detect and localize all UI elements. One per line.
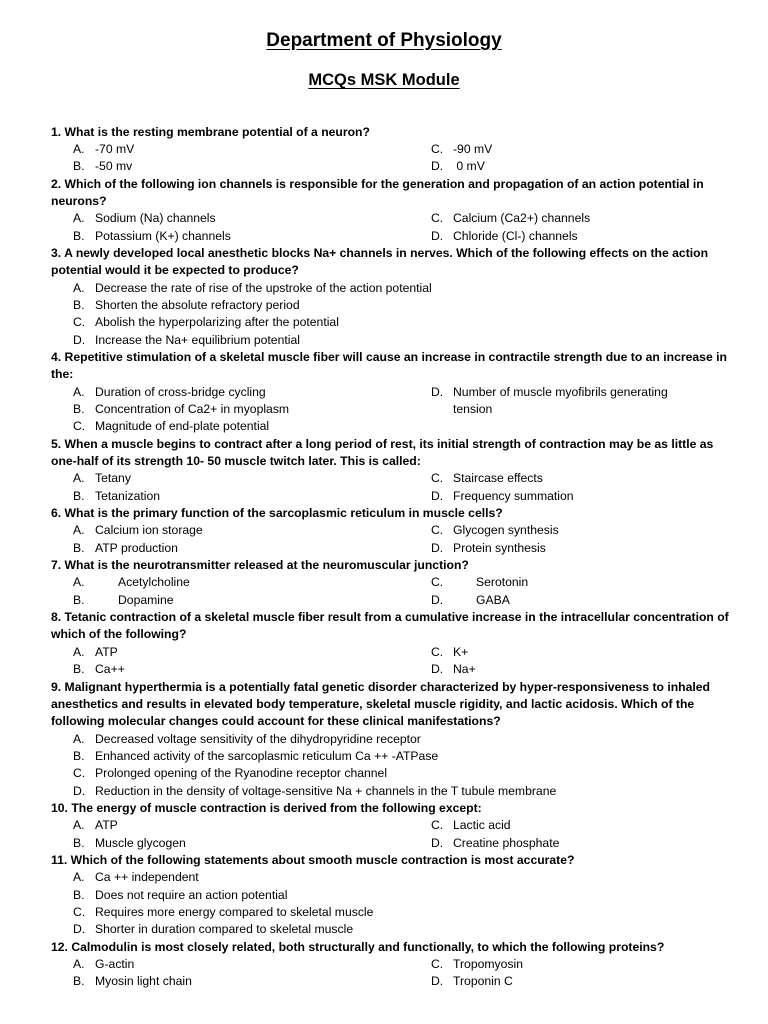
option-d: D. Reduction in the density of voltage-sensitive Na + channels in the T tubule membrane	[73, 783, 557, 798]
question-12	[51, 939, 731, 991]
option-b: B. Ca++	[73, 662, 125, 677]
option-b: B. Shorten the absolute refractory period	[73, 297, 300, 312]
question-text: 1. What is the resting membrane potential of a neuron?	[51, 124, 370, 139]
option-a: A. Duration of cross-bridge cycling	[73, 384, 266, 399]
question-text: 7. What is the neurotransmitter released at the neuromuscular junction?	[51, 558, 469, 573]
option-d: D. Number of muscle myofibrils generating tension	[431, 384, 668, 416]
option-b: B. Dopamine	[73, 592, 174, 607]
option-d: D. Chloride (Cl-) channels	[431, 228, 578, 243]
options	[51, 141, 731, 176]
option-c: C. Tropomyosin	[431, 957, 523, 971]
option-d: D. Na+	[431, 662, 476, 677]
option-b: B. Potassium (K+) channels	[73, 228, 231, 243]
option-a: A. -70 mV	[73, 141, 135, 156]
option-d: D. Shorter in duration compared to skeletal muscle	[73, 922, 354, 937]
question-text: 12. Calmodulin is most closely related, both structurally and functionally, to which the following proteins?	[51, 939, 665, 954]
option-c: C. Lactic acid	[431, 818, 511, 833]
option-c: C. Prolonged opening of the Ryanodine receptor channel	[73, 766, 388, 781]
option-c: C. Calcium (Ca2+) channels	[431, 211, 591, 226]
question-text: 5. When a muscle begins to contract after a long period of rest, its initial strength of contraction may be as little as one-half of its strength 10- 50 muscle twitch later. This is called:	[51, 436, 714, 469]
question-7	[51, 557, 731, 609]
option-a: A. ATP	[73, 818, 118, 833]
option-a: A. Decrease the rate of rise of the upstroke of the action potential	[73, 280, 432, 295]
question-6	[51, 505, 731, 557]
options	[51, 470, 731, 505]
question-list	[51, 124, 731, 991]
option-d: D. GABA	[431, 592, 510, 607]
options	[51, 210, 731, 245]
option-d: D. 0 mV	[431, 159, 485, 174]
option-a: A. Decreased voltage sensitivity of the dihydropyridine receptor	[73, 731, 421, 746]
options	[51, 817, 731, 852]
option-a: A. Tetany	[73, 471, 131, 486]
question-2	[51, 176, 731, 245]
page-subtitle: MCQs MSK Module	[308, 71, 460, 89]
option-c: C. Staircase effects	[431, 471, 543, 486]
option-d: D. Creatine phosphate	[431, 835, 560, 850]
option-c: C. Requires more energy compared to skeletal muscle	[73, 904, 374, 919]
option-b: B. Does not require an action potential	[73, 887, 288, 902]
option-d: D. Increase the Na+ equilibrium potential	[73, 332, 300, 347]
option-a: A. Ca ++ independent	[73, 870, 199, 885]
question-11	[51, 852, 731, 939]
option-c: C. Magnitude of end-plate potential	[73, 419, 270, 434]
options	[51, 384, 731, 436]
question-text: 4. Repetitive stimulation of a skeletal muscle fiber will cause an increase in contractile strength due to an increase in the:	[51, 349, 727, 382]
question-3	[51, 245, 731, 349]
option-c: C. Serotonin	[431, 575, 529, 590]
option-d: D. Protein synthesis	[431, 540, 546, 555]
option-b: B. Muscle glycogen	[73, 835, 186, 850]
page-title: Department of Physiology	[266, 30, 502, 51]
option-b: B. -50 mv	[73, 159, 133, 174]
question-9	[51, 679, 731, 800]
option-d: D. Frequency summation	[431, 488, 574, 503]
question-text: 9. Malignant hyperthermia is a potentially fatal genetic disorder characterized by hyper-responsiveness to inhaled anesthetics and results in elevated body temperature, skeletal muscle rigidity, and lactic acidosis. Which of the following molecular changes could account for these clinical manifestations?	[51, 679, 710, 729]
question-text: 8. Tetanic contraction of a skeletal muscle fiber result from a cumulative increase in the intracellular concentration of which of the following?	[51, 610, 729, 642]
question-8	[51, 609, 731, 678]
option-b: B. Enhanced activity of the sarcoplasmic reticulum Ca ++ -ATPase	[73, 748, 439, 763]
options	[51, 280, 731, 349]
question-5	[51, 436, 731, 505]
question-text: 10. The energy of muscle contraction is derived from the following except:	[51, 800, 482, 815]
question-text: 11. Which of the following statements about smooth muscle contraction is most accurate?	[51, 852, 575, 867]
option-c: C. Glycogen synthesis	[431, 523, 559, 538]
question-text: 2. Which of the following ion channels is responsible for the generation and propagation of an action potential in neurons?	[51, 176, 704, 208]
question-10	[51, 800, 731, 852]
question-text: 6. What is the primary function of the sarcoplasmic reticulum in muscle cells?	[51, 506, 503, 521]
option-a: A. Calcium ion storage	[73, 523, 203, 538]
option-a: A. Sodium (Na) channels	[73, 211, 216, 226]
option-b: B. Tetanization	[73, 488, 161, 503]
options	[51, 956, 731, 991]
option-c: C. Abolish the hyperpolarizing after the potential	[73, 315, 339, 330]
question-text: 3. A newly developed local anesthetic blocks Na+ channels in nerves. Which of the following effects on the action potential would it be expected to produce?	[51, 245, 709, 278]
options	[51, 644, 731, 679]
options	[51, 869, 731, 938]
option-a: A. Acetylcholine	[73, 575, 190, 590]
option-a: A. ATP	[73, 644, 118, 659]
option-b: B. Concentration of Ca2+ in myoplasm	[73, 402, 290, 416]
option-b: B. Myosin light chain	[73, 974, 192, 989]
option-c: C. K+	[431, 644, 469, 659]
question-1	[51, 124, 731, 176]
option-a: A. G-actin	[73, 957, 135, 971]
options	[51, 731, 731, 800]
question-4	[51, 349, 731, 436]
option-b: B. ATP production	[73, 540, 178, 555]
options	[51, 522, 731, 557]
options	[51, 574, 731, 609]
option-c: C. -90 mV	[431, 141, 493, 156]
option-d: D. Troponin C	[431, 974, 513, 989]
